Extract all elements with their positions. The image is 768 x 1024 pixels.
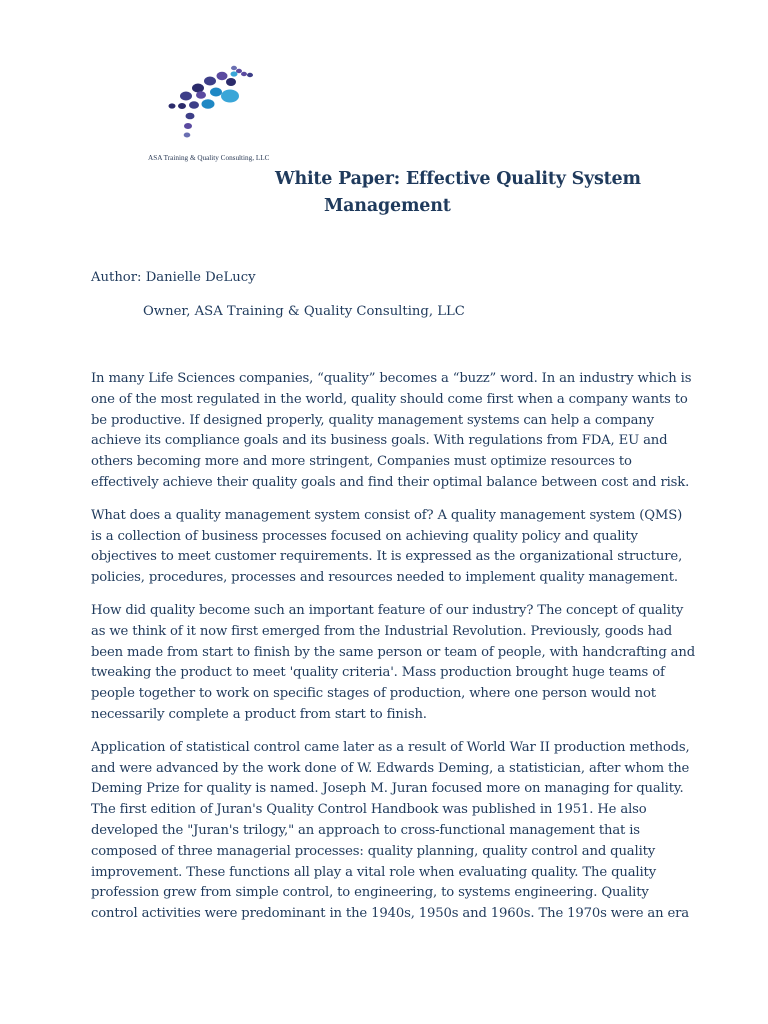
text-line: been made from start to finish by the same person or team of people, with handcrafting and [91, 644, 696, 660]
text-line: developed the "Juran's trilogy," an approach to cross-functional management that is [91, 822, 640, 838]
paragraph [91, 369, 691, 494]
text-line: The first edition of Juran's Quality Control Handbook was published in 1951. He also [91, 802, 647, 818]
text-line: objectives to meet customer requirements. It is expressed as the organizational structure, [91, 549, 683, 565]
text-line: Deming Prize for quality is named. Joseph M. Juran focused more on managing for quality. [91, 781, 684, 797]
body-text [91, 369, 696, 937]
text-line: is a collection of business processes focused on achieving quality policy and quality [91, 528, 638, 544]
text-line: improvement. These functions all play a vital role when evaluating quality. The quality [91, 864, 657, 880]
author-line: Author: Danielle DeLucy [91, 270, 256, 285]
text-line: be productive. If designed properly, quality management systems can help a company [91, 412, 654, 428]
text-line: achieve its compliance goals and its business goals. With regulations from FDA, EU and [91, 433, 668, 449]
paragraph [91, 601, 696, 726]
text-line: How did quality become such an important feature of our industry? The concept of quality [91, 602, 684, 618]
text-line: one of the most regulated in the world, quality should come first when a company wants to [91, 391, 688, 407]
text-line: necessarily complete a product from start to finish. [91, 706, 427, 722]
text-line: people together to work on specific stages of production, where one person would not [91, 686, 656, 702]
company-logo [146, 50, 270, 168]
text-line: composed of three managerial processes: quality planning, quality control and quality [91, 843, 656, 859]
text-line: In many Life Sciences companies, “quality” becomes a “buzz” word. In an industry which is [91, 371, 692, 386]
author-role: Owner, ASA Training & Quality Consulting, LLC [143, 304, 465, 319]
paragraph [91, 738, 691, 925]
logo-dots-graphic [146, 50, 270, 150]
title-line-1: White Paper: Effective Quality System [275, 169, 641, 189]
text-line: control activities were predominant in the 1940s, 1950s and 1960s. The 1970s were an era [91, 906, 690, 922]
text-line: What does a quality management system consist of? A quality management system (QMS) [91, 507, 683, 523]
text-line: effectively achieve their quality goals and find their optimal balance between cost and risk. [91, 474, 690, 490]
title-line-2: Management [324, 196, 451, 216]
text-line: Application of statistical control came later as a result of World War II production methods, [91, 739, 690, 755]
text-line: tweaking the product to meet 'quality criteria'. Mass production brought huge teams of [91, 665, 665, 681]
document-title [275, 166, 641, 220]
paragraph [91, 506, 691, 589]
text-line: policies, procedures, processes and resources needed to implement quality management. [91, 570, 678, 586]
text-line: others becoming more and more stringent, Companies must optimize resources to [91, 454, 632, 470]
text-line: as we think of it now first emerged from the Industrial Revolution. Previously, goods had [91, 623, 672, 639]
text-line: profession grew from simple control, to engineering, to systems engineering. Quality [91, 885, 649, 901]
text-line: and were advanced by the work done of W. Edwards Deming, a statistician, after whom the [91, 760, 690, 776]
logo-caption: ASA Training & Quality Consulting, LLC [148, 154, 270, 162]
